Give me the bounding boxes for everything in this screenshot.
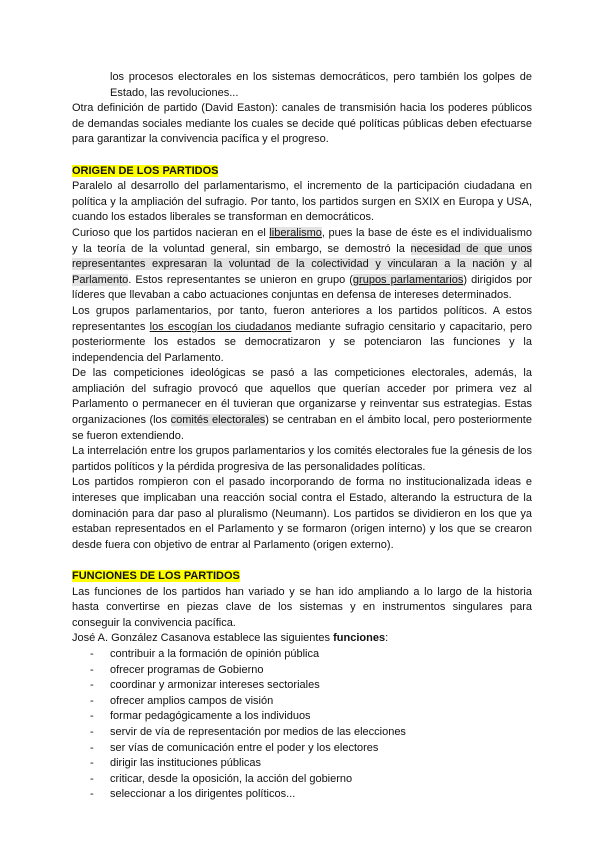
origen-paragraph-5: La interrelación entre los grupos parlamentarios y los comités electorales fue la génesis de los partidos políticos y la pérdida progresiva de las personalidades políticas.: [72, 445, 532, 473]
section-heading-funciones: [72, 569, 532, 585]
origen-paragraph-2: [72, 226, 532, 304]
heading-highlight: FUNCIONES DE LOS PARTIDOS: [72, 570, 240, 582]
origen-paragraph-1: Paralelo al desarrollo del parlamentarismo, el incremento de la participación ciudadana en política y la ampliación del sufragio. Por tanto, los partidos surgen en SXIX en Europa y USA, cuando los estados liberales se transforman en democráticos.: [72, 180, 532, 224]
easton-definition: Otra definición de partido (David Easton): canales de transmisión hacia los poderes públicos de demandas sociales mediante los cuales se decide qué políticas públicas deben efectuarse para garantizar la convivencia pacífica y el progreso.: [72, 102, 532, 146]
text-run: Los grupos parlamentarios, por tanto, fueron anteriores a los partidos políticos. A estos representantes: [72, 304, 532, 333]
escogian-underline: los escogían los ciudadanos: [149, 320, 292, 333]
heading-highlight: ORIGEN DE LOS PARTIDOS: [72, 164, 219, 177]
list-item: - criticar, desde la oposición, la acción del gobierno: [72, 772, 532, 788]
origen-paragraph-3: [72, 304, 532, 366]
text-run: ) se centraban en el ámbito local, pero posteriormente se fueron extendiendo.: [72, 414, 532, 442]
funciones-list: [72, 647, 532, 803]
funciones-paragraph-1: Las funciones de los partidos han variado y se han ido ampliando a lo largo de la historia hasta convertirse en piezas clave de los sistemas y en instrumentos singulares para conseguir la convivencia pacífica.: [72, 585, 532, 629]
list-item: - formar pedagógicamente a los individuos: [72, 709, 532, 725]
list-item: - ser vías de comunicación entre el poder y los electores: [72, 741, 532, 757]
spacer: [72, 553, 532, 569]
list-item: - coordinar y armonizar intereses sectoriales: [72, 678, 532, 694]
list-item: - ofrecer programas de Gobierno: [72, 663, 532, 679]
document-page: [72, 70, 532, 803]
funciones-bold: funciones: [333, 632, 386, 645]
origen-paragraph-4: [72, 366, 532, 444]
text-run: José A. González Casanova establece las siguientes: [72, 632, 334, 645]
text-run: . Estos representantes se unieron en grupo (: [128, 273, 353, 286]
list-item: - servir de vía de representación por medios de las elecciones: [72, 725, 532, 741]
text-run: , pues la base de éste es el individualismo y la teoría de la voluntad general, sin embargo, se demostró la: [72, 226, 532, 255]
funciones-paragraph-2: [72, 631, 532, 647]
text-run: De las competiciones ideológicas se pasó a las competiciones electorales, además, la ampliación del sufragio provocó que aquellos que querían acceder por primera vez al Parlamento o permanecer en él tuvieran que organizarse y reinventar sus estrategias. Estas organizaciones (los: [72, 367, 532, 427]
text-run: ) dirigidos por líderes que llevaban a cabo actuaciones conjuntas en defensa de intereses determinados.: [72, 273, 533, 302]
list-item: - dirigir las instituciones públicas: [72, 756, 532, 772]
necesidad-highlight: necesidad de que unos representantes expresaran la voluntad de la colectividad y vincularan a la nación y al Parlamento: [72, 242, 532, 286]
list-item: - seleccionar a los dirigentes políticos...: [72, 787, 532, 803]
grupos-parlamentarios-highlight: grupos parlamentarios: [352, 273, 464, 286]
spacer: [72, 148, 532, 164]
list-item: - contribuir a la formación de opinión pública: [72, 647, 532, 663]
list-item: - ofrecer amplios campos de visión: [72, 694, 532, 710]
section-heading-origen: [72, 164, 532, 180]
origen-paragraph-6: Los partidos rompieron con el pasado incorporando de forma no institucionalizada ideas e intereses que implicaban una reacción social contra el Estado, alterando la estructura de la dominación para dar paso al pluralismo (Neumann). Los partidos se dividieron en los que ya estaban representados en el Parlamento y se formaron (origen interno) y los que se crearon desde fuera con objetivo de entrar al Parlamento (origen externo).: [72, 476, 532, 551]
intro-continuation: los procesos electorales en los sistemas democráticos, pero también los golpes de Estado, las revoluciones...: [110, 71, 532, 99]
text-run: Curioso que los partidos nacieran en el: [72, 226, 270, 239]
liberalismo-highlight: liberalismo: [269, 226, 322, 239]
text-run: :: [385, 632, 389, 645]
comites-highlight: comités electorales: [170, 414, 266, 427]
text-run: mediante sufragio censitario y capacitario, pero posteriormente los estados se democratizaron y se potenciaron las funciones y la independencia del Parlamento.: [72, 320, 532, 364]
